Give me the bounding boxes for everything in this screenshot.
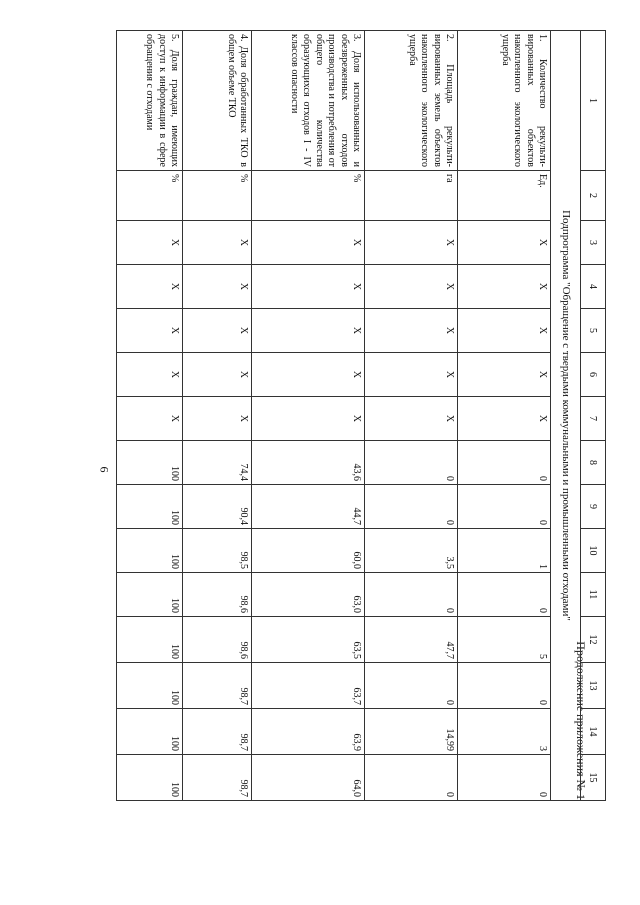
empty-mark-cell: X bbox=[458, 353, 551, 397]
col-header: 1 bbox=[581, 31, 606, 171]
indicators-table bbox=[116, 30, 606, 801]
value-cell: 98,5 bbox=[183, 529, 252, 573]
empty-mark-cell: X bbox=[365, 309, 458, 353]
value-cell: 100 bbox=[117, 573, 183, 617]
empty-mark-cell: X bbox=[365, 397, 458, 441]
subprogram-title: Подпрограмма "Обращение с твердыми коммунальными и промышленными отходами" bbox=[551, 31, 581, 801]
col-header: 4 bbox=[581, 265, 606, 309]
value-cell: 100 bbox=[117, 529, 183, 573]
table-row bbox=[365, 31, 458, 801]
empty-mark-cell: X bbox=[117, 221, 183, 265]
indicator-name: 1. Количество рекульти-вированных объектов накопленного экологического ущерба bbox=[458, 31, 551, 171]
value-cell: 0 bbox=[365, 663, 458, 709]
empty-mark-cell: X bbox=[183, 221, 252, 265]
value-cell: 64,0 bbox=[252, 755, 365, 801]
subprogram-row bbox=[551, 31, 581, 801]
col-header: 13 bbox=[581, 663, 606, 709]
empty-mark-cell: X bbox=[458, 265, 551, 309]
value-cell: 100 bbox=[117, 709, 183, 755]
empty-mark-cell: X bbox=[252, 265, 365, 309]
col-header: 7 bbox=[581, 397, 606, 441]
empty-mark-cell: X bbox=[365, 265, 458, 309]
indicator-unit: Ед. bbox=[458, 171, 551, 221]
value-cell: 0 bbox=[458, 573, 551, 617]
value-cell: 3 bbox=[458, 709, 551, 755]
empty-mark-cell: X bbox=[183, 397, 252, 441]
empty-mark-cell: X bbox=[252, 353, 365, 397]
table-row bbox=[117, 31, 183, 801]
empty-mark-cell: X bbox=[458, 309, 551, 353]
value-cell: 100 bbox=[117, 441, 183, 485]
value-cell: 63,5 bbox=[252, 617, 365, 663]
value-cell: 0 bbox=[458, 755, 551, 801]
value-cell: 98,6 bbox=[183, 617, 252, 663]
empty-mark-cell: X bbox=[252, 221, 365, 265]
empty-mark-cell: X bbox=[117, 397, 183, 441]
value-cell: 98,7 bbox=[183, 663, 252, 709]
rotated-table-container bbox=[116, 30, 606, 800]
value-cell: 0 bbox=[365, 441, 458, 485]
empty-mark-cell: X bbox=[365, 221, 458, 265]
value-cell: 0 bbox=[365, 485, 458, 529]
empty-mark-cell: X bbox=[117, 309, 183, 353]
value-cell: 63,7 bbox=[252, 663, 365, 709]
indicator-name: 5. Доля граждан, имеющих доступ к информации в сфере обращения с отходами bbox=[117, 31, 183, 171]
value-cell: 0 bbox=[458, 663, 551, 709]
indicator-unit: % bbox=[117, 171, 183, 221]
col-header: 9 bbox=[581, 485, 606, 529]
col-header: 8 bbox=[581, 441, 606, 485]
value-cell: 98,7 bbox=[183, 755, 252, 801]
col-header: 15 bbox=[581, 755, 606, 801]
col-header: 11 bbox=[581, 573, 606, 617]
empty-mark-cell: X bbox=[458, 397, 551, 441]
value-cell: 44,7 bbox=[252, 485, 365, 529]
value-cell: 0 bbox=[365, 755, 458, 801]
table-row bbox=[458, 31, 551, 801]
value-cell: 98,7 bbox=[183, 709, 252, 755]
col-header: 12 bbox=[581, 617, 606, 663]
value-cell: 60,0 bbox=[252, 529, 365, 573]
indicator-unit: % bbox=[252, 171, 365, 221]
value-cell: 63,9 bbox=[252, 709, 365, 755]
empty-mark-cell: X bbox=[117, 265, 183, 309]
col-header: 5 bbox=[581, 309, 606, 353]
value-cell: 0 bbox=[458, 441, 551, 485]
value-cell: 100 bbox=[117, 617, 183, 663]
indicator-name: 3. Доля использованных и обезвреженных отходов производства и потребления от общего количества образующихся отходов I - IV классов опасности bbox=[252, 31, 365, 171]
empty-mark-cell: X bbox=[252, 309, 365, 353]
value-cell: 74,4 bbox=[183, 441, 252, 485]
value-cell: 47,7 bbox=[365, 617, 458, 663]
col-header: 6 bbox=[581, 353, 606, 397]
empty-mark-cell: X bbox=[252, 397, 365, 441]
indicator-name: 4. Доля обработанных ТКО в общем объеме ТКО bbox=[183, 31, 252, 171]
value-cell: 100 bbox=[117, 755, 183, 801]
value-cell: 98,6 bbox=[183, 573, 252, 617]
value-cell: 0 bbox=[458, 485, 551, 529]
value-cell: 100 bbox=[117, 485, 183, 529]
value-cell: 1 bbox=[458, 529, 551, 573]
value-cell: 43,6 bbox=[252, 441, 365, 485]
value-cell: 63,0 bbox=[252, 573, 365, 617]
col-header: 10 bbox=[581, 529, 606, 573]
empty-mark-cell: X bbox=[365, 353, 458, 397]
value-cell: 90,4 bbox=[183, 485, 252, 529]
value-cell: 3,5 bbox=[365, 529, 458, 573]
empty-mark-cell: X bbox=[117, 353, 183, 397]
indicator-unit: га bbox=[365, 171, 458, 221]
table-row bbox=[252, 31, 365, 801]
col-header: 3 bbox=[581, 221, 606, 265]
empty-mark-cell: X bbox=[458, 221, 551, 265]
empty-mark-cell: X bbox=[183, 309, 252, 353]
empty-mark-cell: X bbox=[183, 265, 252, 309]
indicator-name: 2. Площадь рекульти-вированных земель объектов накопленного экологического ущерба bbox=[365, 31, 458, 171]
value-cell: 100 bbox=[117, 663, 183, 709]
appendix-label: Продолжение приложения № 1 bbox=[574, 641, 588, 800]
col-header: 14 bbox=[581, 709, 606, 755]
empty-mark-cell: X bbox=[183, 353, 252, 397]
column-number-row bbox=[581, 31, 606, 801]
value-cell: 5 bbox=[458, 617, 551, 663]
value-cell: 0 bbox=[365, 573, 458, 617]
table-row bbox=[183, 31, 252, 801]
page-number: 6 bbox=[97, 466, 112, 473]
value-cell: 14,99 bbox=[365, 709, 458, 755]
col-header: 2 bbox=[581, 171, 606, 221]
indicator-unit: % bbox=[183, 171, 252, 221]
